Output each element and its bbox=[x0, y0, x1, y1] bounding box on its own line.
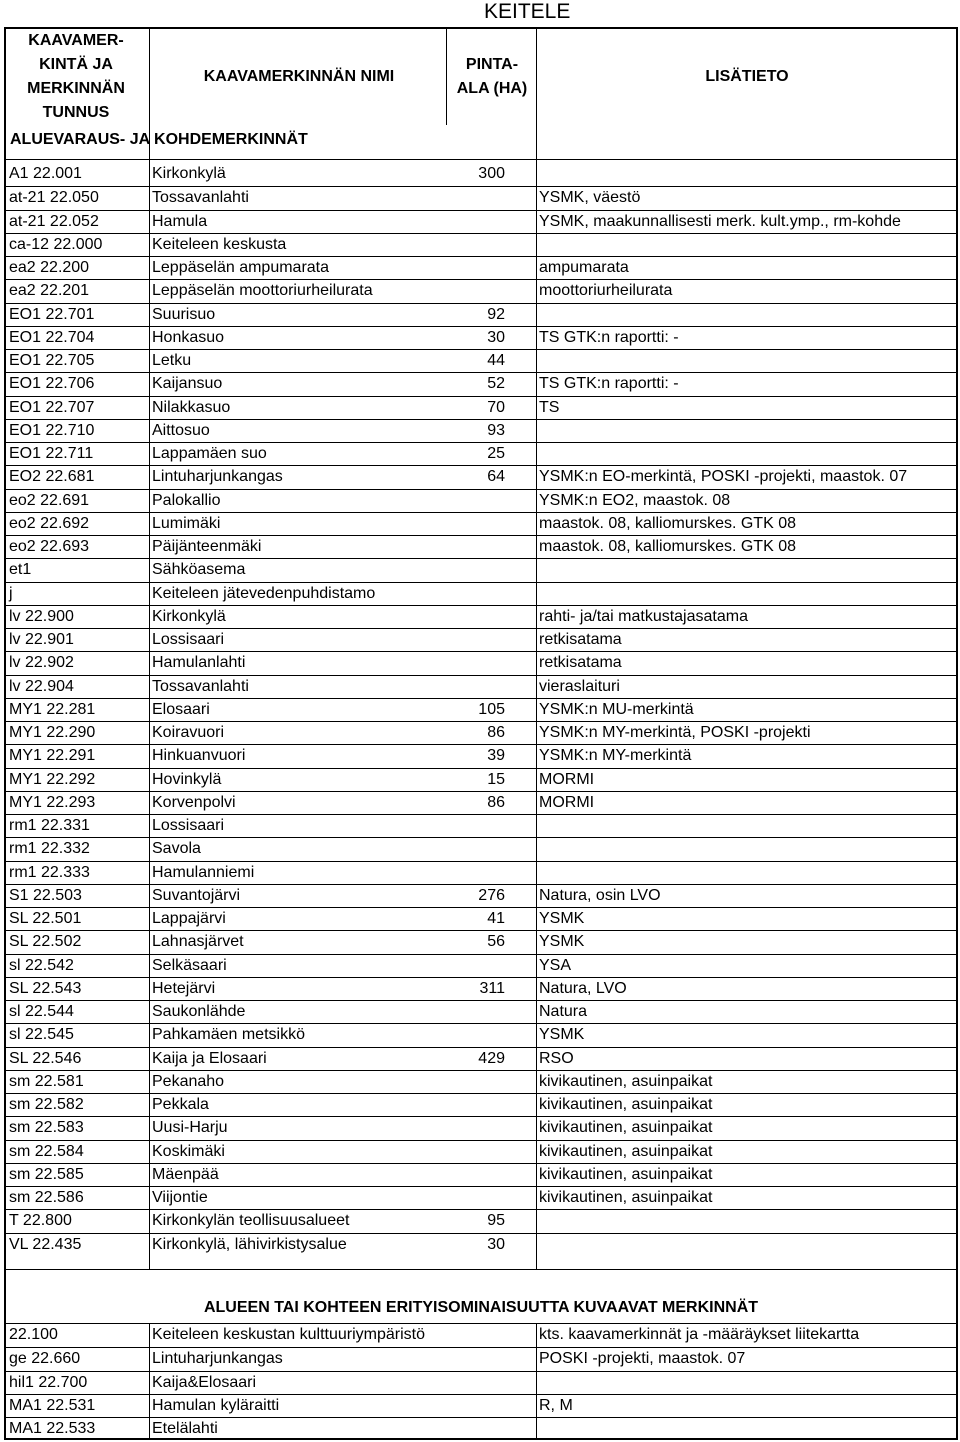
table-row bbox=[6, 954, 956, 977]
cell-name: Lahnasjärvet bbox=[152, 933, 244, 951]
cell-name: Pekkala bbox=[152, 1096, 209, 1113]
cell-info: MORMI bbox=[539, 793, 595, 811]
cell-area: 300 bbox=[478, 165, 505, 182]
table-row bbox=[6, 814, 956, 837]
header-info bbox=[537, 29, 957, 125]
cell-name: Kirkonkylän teollisuusalueet bbox=[152, 1212, 350, 1230]
cell-name: Hinkuanvuori bbox=[152, 747, 246, 765]
cell-code: eo2 22.692 bbox=[9, 514, 90, 532]
table-row bbox=[6, 1417, 956, 1440]
cell-code: rm1 22.332 bbox=[9, 840, 90, 858]
cell-code: T 22.800 bbox=[9, 1212, 72, 1230]
table-row bbox=[6, 163, 956, 186]
cell-code: sm 22.584 bbox=[9, 1142, 84, 1160]
cell-area: 30 bbox=[487, 1235, 505, 1253]
table-row bbox=[6, 396, 956, 419]
table-row bbox=[6, 256, 956, 279]
cell-code: ca-12 22.000 bbox=[9, 235, 103, 253]
cell-code: rm1 22.331 bbox=[9, 817, 90, 834]
table-body-2 bbox=[6, 1324, 956, 1440]
cell-info: maastok. 08, kalliomurskes. GTK 08 bbox=[539, 538, 796, 555]
cell-info: retkisatama bbox=[539, 631, 622, 648]
cell-code: EO1 22.701 bbox=[9, 305, 95, 323]
table-row bbox=[6, 837, 956, 860]
cell-info: kivikautinen, asuinpaikat bbox=[539, 1072, 713, 1090]
cell-info: YSMK bbox=[539, 933, 585, 951]
cell-name: Lumimäki bbox=[152, 514, 221, 532]
cell-name: Hetejärvi bbox=[152, 979, 216, 997]
cell-name: Hamulanniemi bbox=[152, 863, 255, 881]
table-row bbox=[6, 419, 956, 442]
header-area-label: PINTA- ALA (HA) bbox=[456, 56, 528, 97]
cell-info: YSMK:n EO2, maastok. 08 bbox=[539, 491, 731, 509]
cell-info: kivikautinen, asuinpaikat bbox=[539, 1119, 713, 1137]
cell-code: sm 22.585 bbox=[9, 1165, 84, 1183]
cell-info: kivikautinen, asuinpaikat bbox=[539, 1165, 713, 1183]
cell-code: EO1 22.705 bbox=[9, 352, 95, 369]
cell-name: Hovinkylä bbox=[152, 770, 222, 788]
header-area bbox=[447, 29, 537, 125]
cell-name: Keiteleen jätevedenpuhdistamo bbox=[152, 584, 376, 602]
table-row bbox=[6, 1324, 956, 1347]
cell-code: et1 bbox=[9, 561, 32, 579]
cell-name: Suvantojärvi bbox=[152, 886, 241, 904]
cell-name: Lossisaari bbox=[152, 817, 225, 834]
cell-name: Letku bbox=[152, 352, 192, 369]
cell-code: EO1 22.706 bbox=[9, 375, 95, 393]
cell-info: YSMK:n MY-merkintä, POSKI -projekti bbox=[539, 724, 811, 741]
table-row bbox=[6, 303, 956, 326]
cell-area: 86 bbox=[487, 724, 505, 741]
cell-area: 56 bbox=[487, 933, 505, 951]
cell-code: sm 22.582 bbox=[9, 1096, 84, 1113]
cell-name: Viijontie bbox=[152, 1189, 208, 1206]
data-table bbox=[4, 27, 958, 1440]
cell-code: EO2 22.681 bbox=[9, 468, 95, 486]
cell-area: 39 bbox=[487, 747, 505, 765]
cell-code: at-21 22.052 bbox=[9, 212, 99, 230]
table-row bbox=[6, 1371, 956, 1394]
cell-name: Hamula bbox=[152, 212, 208, 230]
header-name-label: KAAVAMERKINNÄN NIMI bbox=[203, 68, 395, 85]
cell-code: sm 22.583 bbox=[9, 1119, 84, 1137]
divider bbox=[6, 159, 956, 160]
cell-info: TS GTK:n raportti: - bbox=[539, 375, 679, 393]
cell-name: Koskimäki bbox=[152, 1142, 225, 1160]
cell-info: YSMK:n MY-merkintä bbox=[539, 747, 692, 765]
cell-area: 276 bbox=[478, 886, 505, 904]
cell-area: 52 bbox=[487, 375, 505, 393]
cell-code: SL 22.546 bbox=[9, 1049, 82, 1067]
cell-info: kivikautinen, asuinpaikat bbox=[539, 1096, 713, 1113]
cell-info: Natura, LVO bbox=[539, 979, 627, 997]
cell-name: Pahkamäen metsikkö bbox=[152, 1026, 305, 1044]
cell-area: 30 bbox=[487, 328, 505, 346]
table-row bbox=[6, 721, 956, 744]
table-row bbox=[6, 442, 956, 465]
table-row bbox=[6, 907, 956, 930]
cell-name: Saukonlähde bbox=[152, 1003, 246, 1020]
cell-code: MY1 22.293 bbox=[9, 793, 96, 811]
table-row bbox=[6, 1140, 956, 1163]
table-row bbox=[6, 372, 956, 395]
cell-name: Tossavanlahti bbox=[152, 677, 249, 695]
table-row bbox=[6, 1070, 956, 1093]
cell-info: ampumarata bbox=[539, 259, 629, 276]
cell-info: kivikautinen, asuinpaikat bbox=[539, 1189, 713, 1206]
table-row bbox=[6, 651, 956, 674]
table-row bbox=[6, 512, 956, 535]
table-body bbox=[6, 163, 956, 1256]
header-code bbox=[6, 29, 146, 125]
table-row bbox=[6, 675, 956, 698]
cell-info: kts. kaavamerkinnät ja -määräykset liitekartta bbox=[539, 1326, 860, 1343]
cell-name: Lappajärvi bbox=[152, 910, 226, 927]
table-row bbox=[6, 1023, 956, 1046]
cell-code: SL 22.502 bbox=[9, 933, 82, 951]
cell-area: 41 bbox=[487, 910, 505, 927]
cell-code: ge 22.660 bbox=[9, 1350, 81, 1368]
table-row bbox=[6, 535, 956, 558]
cell-code: lv 22.904 bbox=[9, 677, 74, 695]
table-row bbox=[6, 1394, 956, 1417]
cell-name: Kaijansuo bbox=[152, 375, 223, 393]
cell-name: Kaija ja Elosaari bbox=[152, 1049, 267, 1067]
cell-name: Keiteleen keskustan kulttuuriympäristö bbox=[152, 1326, 426, 1343]
cell-area: 92 bbox=[487, 305, 505, 323]
cell-area: 70 bbox=[487, 398, 505, 416]
cell-code: sl 22.544 bbox=[9, 1003, 74, 1020]
cell-code: eo2 22.691 bbox=[9, 491, 90, 509]
cell-code: SL 22.543 bbox=[9, 979, 82, 997]
cell-code: EO1 22.707 bbox=[9, 398, 95, 416]
table-row bbox=[6, 791, 956, 814]
cell-area: 105 bbox=[478, 700, 505, 718]
table-row bbox=[6, 279, 956, 302]
cell-name: Kirkonkylä, lähivirkistysalue bbox=[152, 1235, 347, 1253]
cell-name: Koiravuori bbox=[152, 724, 225, 741]
cell-code: EO1 22.704 bbox=[9, 328, 95, 346]
cell-name: Mäenpää bbox=[152, 1165, 219, 1183]
table-row bbox=[6, 605, 956, 628]
cell-name: Aittosuo bbox=[152, 421, 210, 439]
table-row bbox=[6, 698, 956, 721]
cell-name: Nilakkasuo bbox=[152, 398, 231, 416]
cell-name: Hamulanlahti bbox=[152, 654, 246, 672]
cell-code: MA1 22.533 bbox=[9, 1420, 96, 1437]
table-row bbox=[6, 210, 956, 233]
cell-name: Leppäselän moottoriurheilurata bbox=[152, 282, 373, 300]
table-row bbox=[6, 1116, 956, 1139]
cell-code: ea2 22.201 bbox=[9, 282, 90, 300]
cell-name: Palokallio bbox=[152, 491, 221, 509]
page-title: KEITELE bbox=[484, 0, 571, 23]
table-row bbox=[6, 744, 956, 767]
table-row bbox=[6, 1000, 956, 1023]
cell-code: lv 22.902 bbox=[9, 654, 74, 672]
cell-code: sl 22.542 bbox=[9, 956, 74, 974]
cell-info: R, M bbox=[539, 1396, 573, 1414]
table-row bbox=[6, 628, 956, 651]
divider bbox=[6, 1269, 956, 1270]
cell-info: YSMK, väestö bbox=[539, 189, 641, 207]
cell-area: 25 bbox=[487, 445, 505, 462]
cell-code: eo2 22.693 bbox=[9, 538, 90, 555]
cell-name: Lappamäen suo bbox=[152, 445, 267, 462]
cell-name: Suurisuo bbox=[152, 305, 216, 323]
cell-code: MY1 22.290 bbox=[9, 724, 96, 741]
cell-name: Keiteleen keskusta bbox=[152, 235, 287, 253]
cell-info: vieraslaituri bbox=[539, 677, 620, 695]
table-row bbox=[6, 186, 956, 209]
cell-name: Hamulan kyläraitti bbox=[152, 1396, 280, 1414]
header-name bbox=[152, 29, 446, 125]
cell-name: Päijänteenmäki bbox=[152, 538, 262, 555]
cell-code: sm 22.581 bbox=[9, 1072, 84, 1090]
cell-info: rahti- ja/tai matkustajasatama bbox=[539, 607, 748, 625]
table-row bbox=[6, 1233, 956, 1256]
table-row bbox=[6, 1093, 956, 1116]
cell-name: Pekanaho bbox=[152, 1072, 225, 1090]
cell-area: 86 bbox=[487, 793, 505, 811]
cell-name: Lossisaari bbox=[152, 631, 225, 648]
cell-info: YSMK bbox=[539, 910, 585, 927]
cell-name: Lintuharjunkangas bbox=[152, 1350, 283, 1368]
header-code-label: KAAVAMER- KINTÄ JA MERKINNÄN TUNNUS bbox=[27, 32, 125, 121]
cell-code: sl 22.545 bbox=[9, 1026, 74, 1044]
cell-code: VL 22.435 bbox=[9, 1235, 82, 1253]
table-row bbox=[6, 1347, 956, 1370]
cell-code: MY1 22.281 bbox=[9, 700, 96, 718]
cell-name: Elosaari bbox=[152, 700, 210, 718]
cell-info: Natura bbox=[539, 1003, 588, 1020]
cell-code: MY1 22.291 bbox=[9, 747, 96, 765]
cell-name: Savola bbox=[152, 840, 201, 858]
header-info-label: LISÄTIETO bbox=[705, 68, 789, 85]
cell-code: EO1 22.710 bbox=[9, 421, 95, 439]
table-row bbox=[6, 1047, 956, 1070]
cell-info: TS bbox=[539, 398, 560, 416]
cell-code: SL 22.501 bbox=[9, 910, 82, 927]
cell-info: RSO bbox=[539, 1049, 574, 1067]
cell-name: Selkäsaari bbox=[152, 956, 227, 974]
cell-name: Leppäselän ampumarata bbox=[152, 259, 330, 276]
cell-info: YSA bbox=[539, 956, 572, 974]
cell-name: Kirkonkylä bbox=[152, 607, 226, 625]
cell-info: YSMK bbox=[539, 1026, 585, 1044]
cell-name: Kirkonkylä bbox=[152, 165, 226, 182]
cell-info: YSMK:n MU-merkintä bbox=[539, 700, 694, 718]
cell-code: 22.100 bbox=[9, 1326, 58, 1343]
cell-name: Kaija&Elosaari bbox=[152, 1373, 257, 1391]
cell-area: 64 bbox=[487, 468, 505, 486]
table-row bbox=[6, 768, 956, 791]
cell-info: moottoriurheilurata bbox=[539, 282, 673, 300]
cell-info: TS GTK:n raportti: - bbox=[539, 328, 679, 346]
table-row bbox=[6, 489, 956, 512]
cell-code: j bbox=[9, 584, 13, 602]
table-row bbox=[6, 233, 956, 256]
table-row bbox=[6, 861, 956, 884]
table-row bbox=[6, 558, 956, 581]
cell-info: Natura, osin LVO bbox=[539, 886, 661, 904]
cell-code: rm1 22.333 bbox=[9, 863, 90, 881]
cell-info: retkisatama bbox=[539, 654, 622, 672]
table-row bbox=[6, 349, 956, 372]
section-title-erityisominaisuus: ALUEEN TAI KOHTEEN ERITYISOMINAISUUTTA KUVAAVAT MERKINNÄT bbox=[203, 1299, 759, 1316]
table-row bbox=[6, 326, 956, 349]
table-row bbox=[6, 884, 956, 907]
section-title-aluevaraus: ALUEVARAUS- JA KOHDEMERKINNÄT bbox=[10, 131, 308, 148]
cell-name: Honkasuo bbox=[152, 328, 225, 346]
cell-info: kivikautinen, asuinpaikat bbox=[539, 1142, 713, 1160]
cell-name: Lintuharjunkangas bbox=[152, 468, 283, 486]
cell-info: POSKI -projekti, maastok. 07 bbox=[539, 1350, 746, 1368]
cell-area: 429 bbox=[478, 1049, 505, 1067]
table-row bbox=[6, 582, 956, 605]
cell-info: MORMI bbox=[539, 770, 595, 788]
cell-name: Uusi-Harju bbox=[152, 1119, 228, 1137]
cell-code: S1 22.503 bbox=[9, 886, 82, 904]
cell-area: 15 bbox=[487, 770, 505, 788]
table-row bbox=[6, 1209, 956, 1232]
cell-info: YSMK:n EO-merkintä, POSKI -projekti, maastok. 07 bbox=[539, 468, 908, 486]
cell-code: lv 22.901 bbox=[9, 631, 74, 648]
cell-info: maastok. 08, kalliomurskes. GTK 08 bbox=[539, 514, 796, 532]
cell-area: 44 bbox=[487, 352, 505, 369]
cell-code: lv 22.900 bbox=[9, 607, 74, 625]
cell-area: 93 bbox=[487, 421, 505, 439]
cell-name: Korvenpolvi bbox=[152, 793, 236, 811]
cell-name: Etelälahti bbox=[152, 1420, 218, 1437]
cell-area: 311 bbox=[479, 979, 505, 997]
cell-area: 95 bbox=[487, 1212, 505, 1230]
cell-name: Tossavanlahti bbox=[152, 189, 249, 207]
table-row bbox=[6, 930, 956, 953]
cell-name: Sähköasema bbox=[152, 561, 246, 579]
table-row bbox=[6, 1186, 956, 1209]
cell-code: sm 22.586 bbox=[9, 1189, 84, 1206]
cell-code: at-21 22.050 bbox=[9, 189, 99, 207]
cell-code: hil1 22.700 bbox=[9, 1373, 88, 1391]
cell-code: MY1 22.292 bbox=[9, 770, 96, 788]
cell-code: ea2 22.200 bbox=[9, 259, 90, 276]
table-row bbox=[6, 1163, 956, 1186]
table-row bbox=[6, 465, 956, 488]
cell-info: YSMK, maakunnallisesti merk. kult.ymp., rm-kohde bbox=[539, 212, 901, 230]
cell-code: EO1 22.711 bbox=[9, 445, 94, 462]
cell-code: A1 22.001 bbox=[9, 165, 82, 182]
cell-code: MA1 22.531 bbox=[9, 1396, 96, 1414]
table-row bbox=[6, 977, 956, 1000]
